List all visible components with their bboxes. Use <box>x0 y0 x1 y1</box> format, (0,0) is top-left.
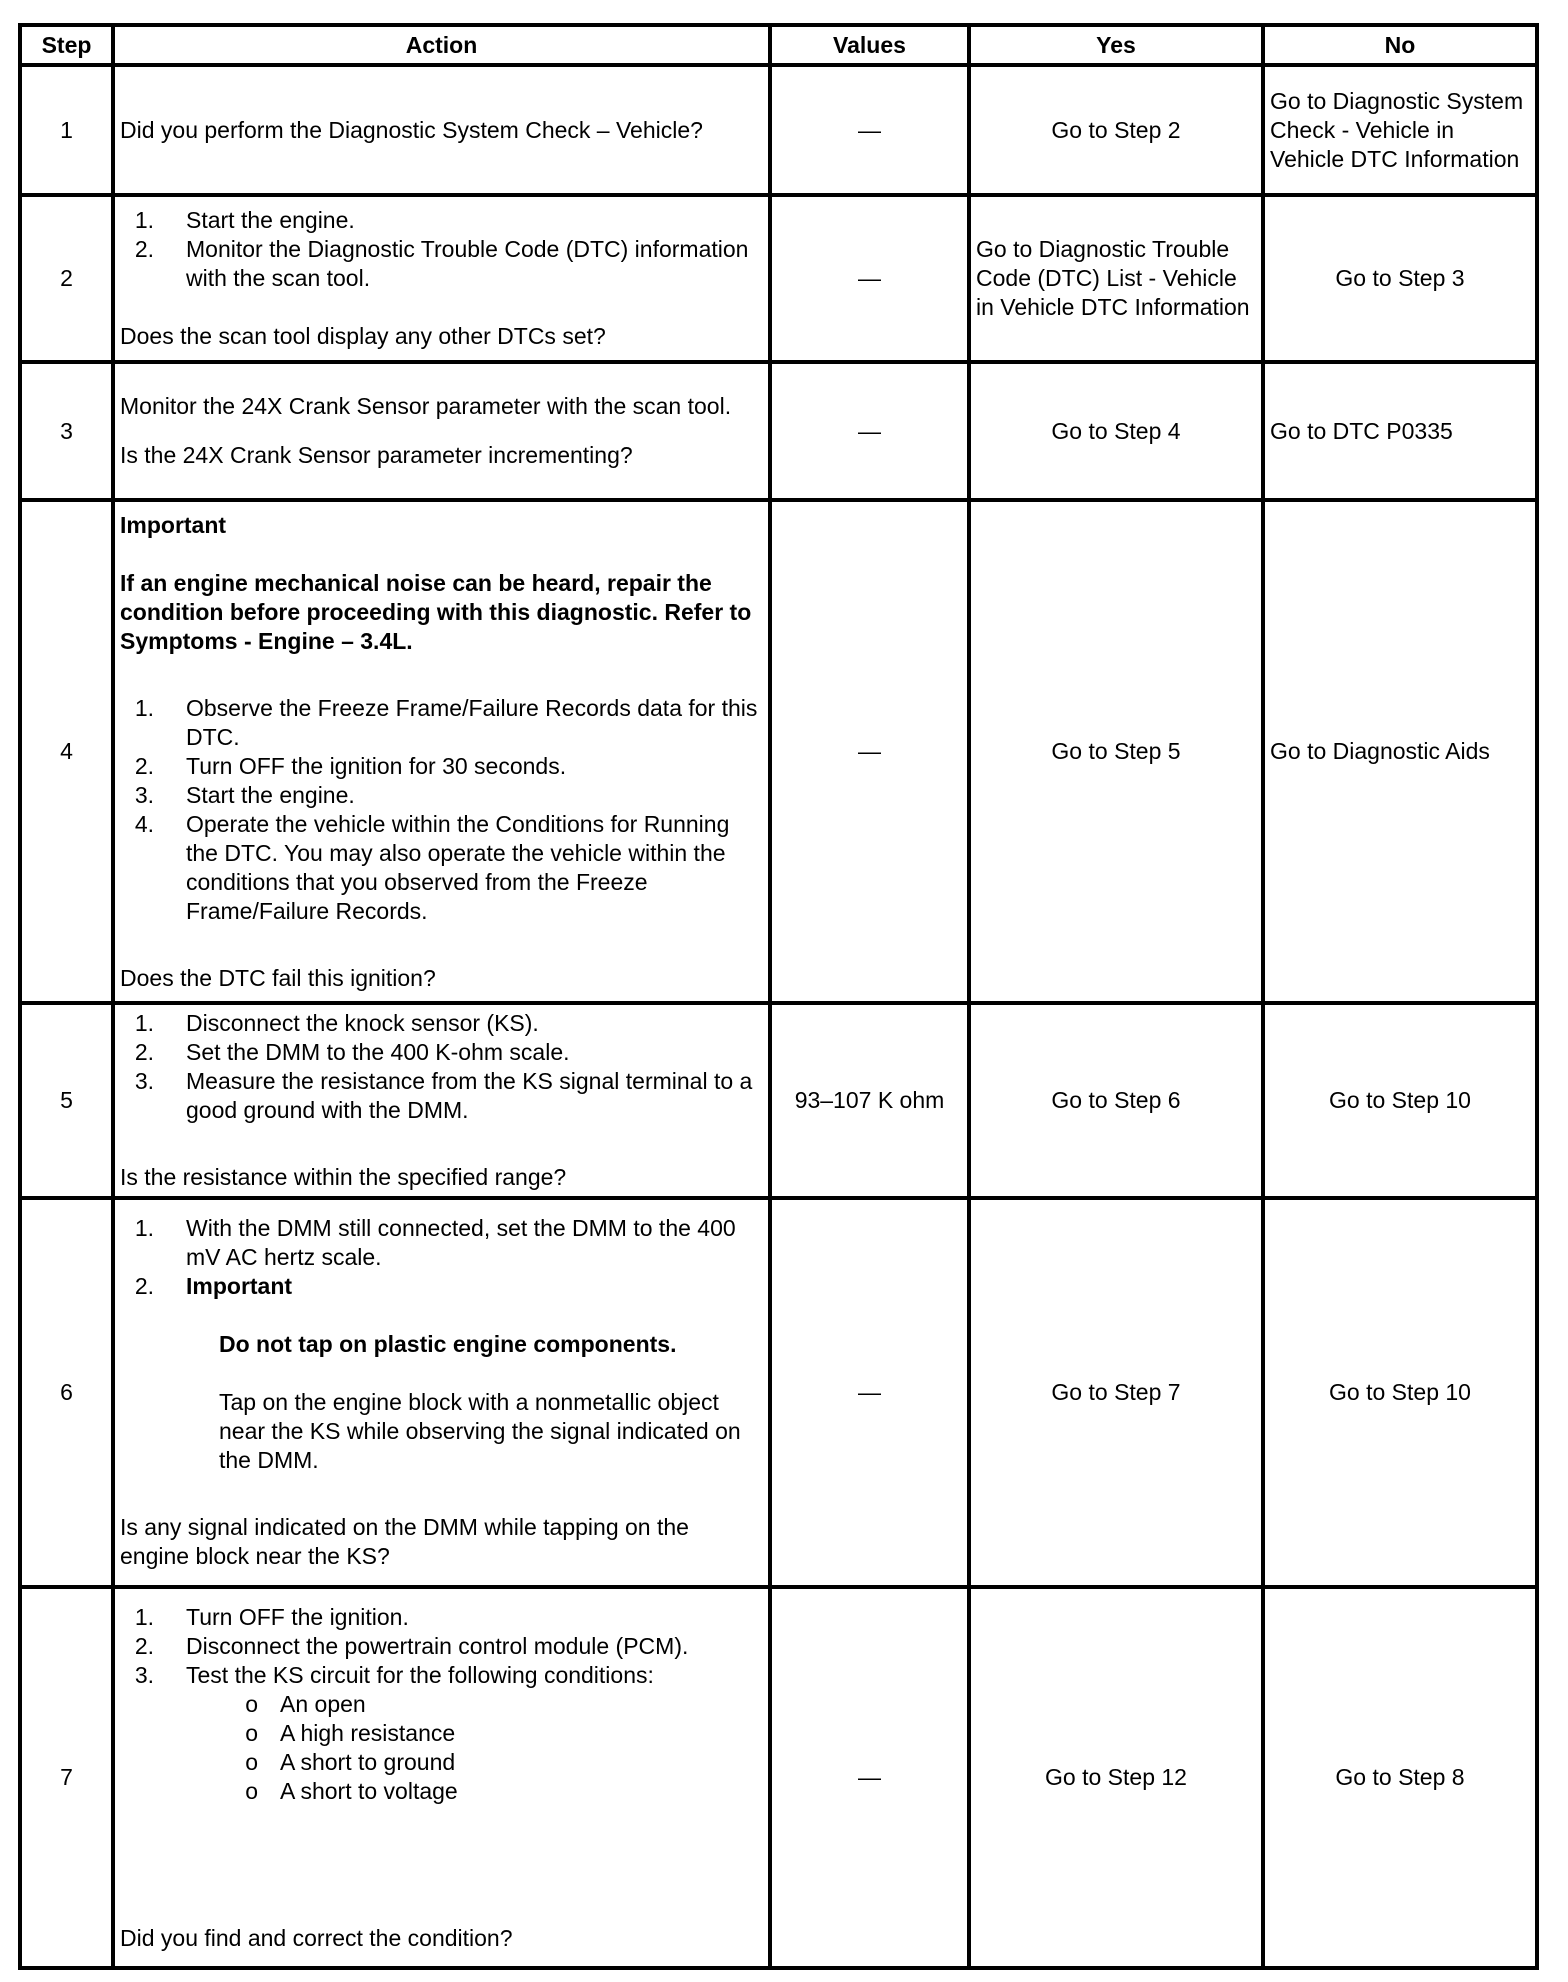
action-question: Is any signal indicated on the DMM while tapping on the engine block near the KS? <box>120 1514 689 1569</box>
important-label: Important <box>120 511 227 538</box>
table-row <box>20 500 1537 1003</box>
header-yes: Yes <box>969 25 1263 65</box>
yes-cell: Go to Step 7 <box>969 1198 1263 1587</box>
action-step: 2. Monitor the Diagnostic Trouble Code (DTC) information with the scan tool. <box>134 236 749 291</box>
condition-item: o A short to ground <box>245 1748 456 1775</box>
yes-cell: Go to Step 5 <box>969 500 1263 1003</box>
step-number: 7 <box>20 1587 113 1968</box>
condition-item: o A short to voltage <box>245 1777 458 1804</box>
action-question: Does the DTC fail this ignition? <box>120 964 436 991</box>
action-cell <box>113 362 770 500</box>
action-step: 3. Start the engine. <box>134 781 355 808</box>
values-cell: — <box>770 195 969 362</box>
values-cell: — <box>770 1198 969 1587</box>
step-number: 3 <box>20 362 113 500</box>
action-steps <box>120 1009 763 1125</box>
action-step: 3. Measure the resistance from the KS signal terminal to a good ground with the DMM. <box>134 1068 753 1123</box>
no-cell: Go to Diagnostic Aids <box>1263 500 1537 1003</box>
action-question: Is the 24X Crank Sensor parameter incrementing? <box>120 442 633 468</box>
table-row <box>20 1003 1537 1198</box>
table-row <box>20 1587 1537 1968</box>
header-step: Step <box>20 25 113 65</box>
yes-cell: Go to Step 4 <box>969 362 1263 500</box>
header-action: Action <box>113 25 770 65</box>
action-cell <box>113 1198 770 1587</box>
step-number: 6 <box>20 1198 113 1587</box>
important-text: Do not tap on plastic engine components. <box>219 1331 677 1357</box>
header-no: No <box>1263 25 1537 65</box>
values-cell: 93–107 K ohm <box>770 1003 969 1198</box>
action-step: 2. Set the DMM to the 400 K-ohm scale. <box>134 1039 570 1065</box>
action-step: 1. Disconnect the knock sensor (KS). <box>134 1010 539 1036</box>
header-row <box>20 25 1537 65</box>
condition-item: o A high resistance <box>245 1719 456 1746</box>
diagnostic-table <box>18 23 1539 1970</box>
no-cell: Go to DTC P0335 <box>1263 362 1537 500</box>
no-cell: Go to Diagnostic System Check - Vehicle in Vehicle DTC Information <box>1263 65 1537 195</box>
action-question: Is the resistance within the specified range? <box>120 1164 567 1190</box>
action-cell <box>113 500 770 1003</box>
action-cell <box>113 1003 770 1198</box>
values-cell: — <box>770 65 969 195</box>
action-step: 2. Disconnect the powertrain control module (PCM). <box>134 1632 689 1659</box>
action-cell <box>113 1587 770 1968</box>
no-cell: Go to Step 3 <box>1263 195 1537 362</box>
step-number: 2 <box>20 195 113 362</box>
action-step: 3. Test the KS circuit for the following conditions: <box>134 1661 654 1688</box>
action-steps <box>120 206 763 293</box>
action-step: 1. With the DMM still connected, set the DMM to the 400 mV AC hertz scale. <box>134 1215 736 1270</box>
step-number: 4 <box>20 500 113 1003</box>
action-question: Did you perform the Diagnostic System Check – Vehicle? <box>120 116 703 143</box>
action-step: 4. Operate the vehicle within the Conditions for Running the DTC. You may also operate the vehicle within the conditions that you observed from the Freeze Frame/Failure Records. <box>134 810 730 924</box>
no-cell: Go to Step 10 <box>1263 1003 1537 1198</box>
table-row <box>20 362 1537 500</box>
no-cell: Go to Step 10 <box>1263 1198 1537 1587</box>
yes-cell: Go to Step 12 <box>969 1587 1263 1968</box>
action-text: Monitor the 24X Crank Sensor parameter with the scan tool. <box>120 393 732 419</box>
action-step: 1. Turn OFF the ignition. <box>134 1603 409 1630</box>
action-question: Does the scan tool display any other DTCs set? <box>120 323 606 349</box>
table-row <box>20 1198 1537 1587</box>
action-steps <box>120 1214 763 1301</box>
header-values: Values <box>770 25 969 65</box>
no-cell: Go to Step 8 <box>1263 1587 1537 1968</box>
action-step: 1. Start the engine. <box>134 207 355 233</box>
condition-item: o An open <box>245 1690 366 1717</box>
important-text: If an engine mechanical noise can be heard, repair the condition before proceeding with this diagnostic. Refer to Symptoms - Engine – 3.4L. <box>120 569 752 654</box>
action-step: 1. Observe the Freeze Frame/Failure Records data for this DTC. <box>134 694 758 750</box>
action-text: Tap on the engine block with a nonmetallic object near the KS while observing the signal indicated on the DMM. <box>219 1389 741 1473</box>
yes-cell: Go to Step 2 <box>969 65 1263 195</box>
values-cell: — <box>770 362 969 500</box>
action-question: Did you find and correct the condition? <box>120 1924 513 1951</box>
table-row <box>20 65 1537 195</box>
values-cell: — <box>770 1587 969 1968</box>
action-cell <box>113 65 770 195</box>
table-row <box>20 195 1537 362</box>
condition-list <box>120 1690 763 1806</box>
action-steps <box>120 1603 763 1690</box>
action-cell <box>113 195 770 362</box>
yes-cell: Go to Step 6 <box>969 1003 1263 1198</box>
values-cell: — <box>770 500 969 1003</box>
step-number: 1 <box>20 65 113 195</box>
action-step: 2. Turn OFF the ignition for 30 seconds. <box>134 752 567 779</box>
step-number: 5 <box>20 1003 113 1198</box>
action-steps <box>120 694 763 926</box>
yes-cell: Go to Diagnostic Trouble Code (DTC) List - Vehicle in Vehicle DTC Information <box>969 195 1263 362</box>
action-step: 2. Important <box>134 1273 293 1299</box>
